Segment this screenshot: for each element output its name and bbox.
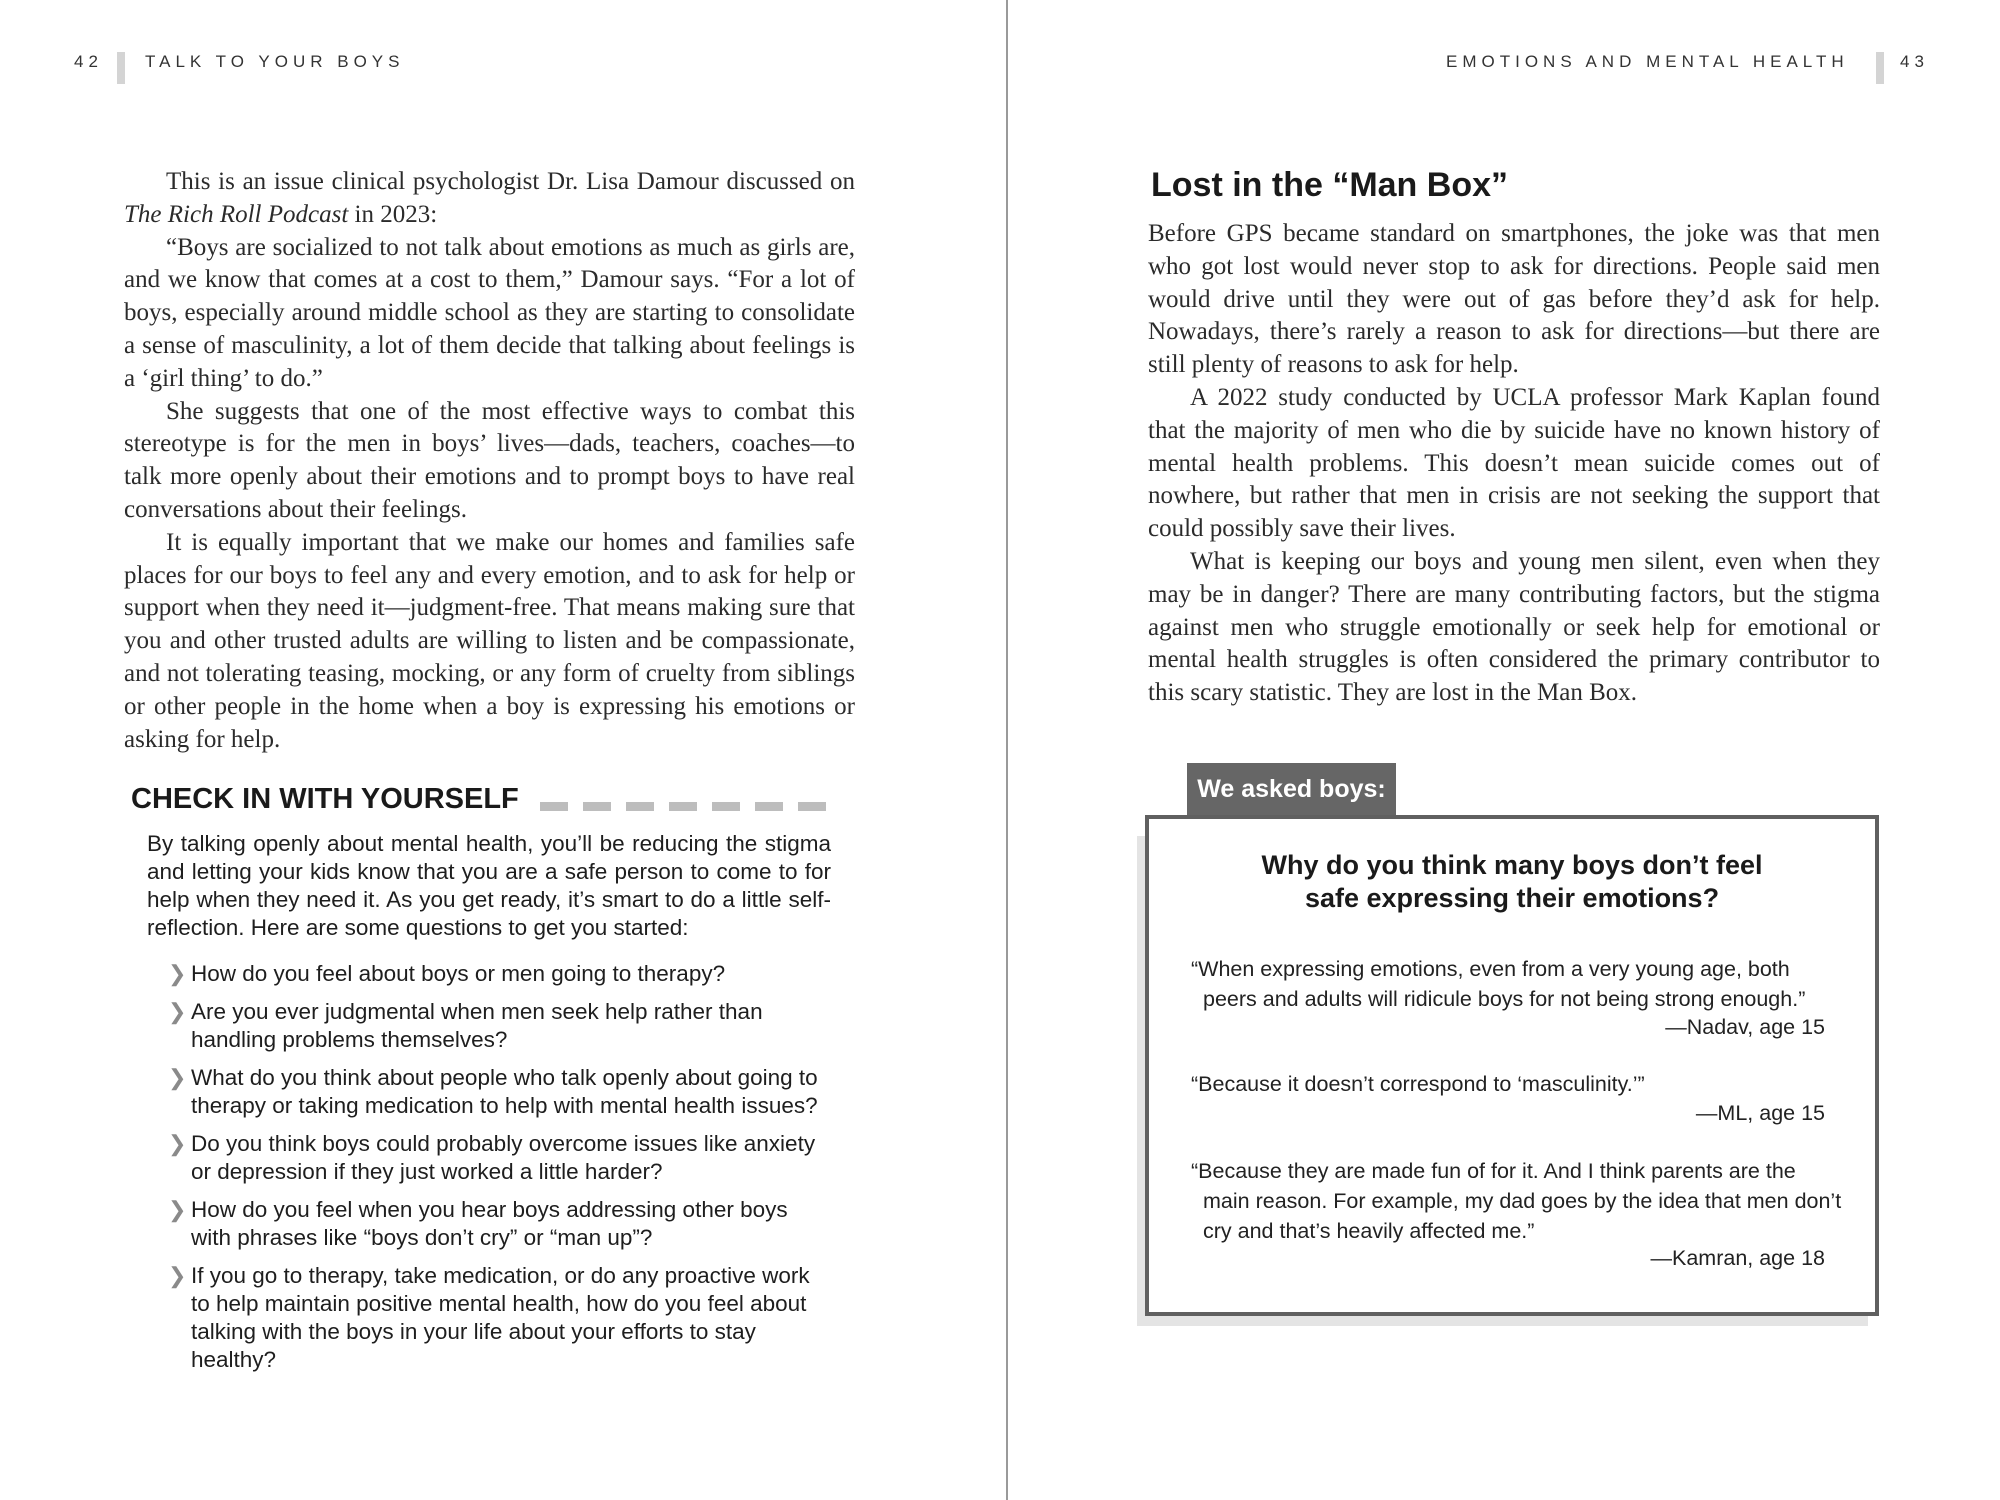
gutter-line [1006, 0, 1008, 1500]
right-running-head: EMOTIONS AND MENTAL HEALTH [1446, 52, 1849, 71]
dash-segment [755, 802, 783, 811]
question-text: How do you feel when you hear boys addressing other boys with phrases like “boys don’t cry” or “man up”? [191, 1197, 788, 1250]
chevron-right-icon: ❯ [168, 1197, 187, 1222]
quote-text: “When expressing emotions, even from a very young age, both peers and adults will ridicule boys for not being strong enough.” [1191, 957, 1806, 1011]
question-text: Do you think boys could probably overcome issues like anxiety or depression if they just worked a little harder? [191, 1131, 816, 1184]
left-folio: 42 [74, 52, 103, 71]
question-text: How do you feel about boys or men going to therapy? [191, 961, 726, 986]
sidebar-heading: CHECK IN WITH YOURSELF [131, 783, 519, 815]
heading-dash-rule [540, 802, 840, 812]
podcast-title: The Rich Roll Podcast [124, 200, 349, 228]
chevron-right-icon: ❯ [168, 1131, 187, 1156]
box-question-line: Why do you think many boys don’t feel [1261, 850, 1763, 880]
dash-segment [669, 802, 697, 811]
chevron-right-icon: ❯ [168, 1065, 187, 1090]
dash-segment [712, 802, 740, 811]
list-item [168, 1262, 828, 1374]
list-item [168, 1064, 828, 1120]
quote-attribution: —Kamran, age 18 [1650, 1246, 1825, 1270]
quote-text: “Because it doesn’t correspond to ‘masculinity.’” [1191, 1072, 1645, 1096]
body-paragraph: What is keeping our boys and young men silent, even when they may be in danger? There are many contributing factors, but the stigma against men who struggle emotionally or seek help for emotional or mental health struggles is often considered the primary contributor to this scary statistic. They are lost in the Man Box. [1148, 547, 1880, 707]
body-paragraph: It is equally important that we make our homes and families safe places for our boys to feel any and every emotion, and to ask for help or support when they need it—judgment-free. That means making sure that you and other trusted adults are willing to listen and be compassionate, and not tolerating teasing, mocking, or any form of cruelty from siblings or other people in the home when a boy is expressing his emotions or asking for help. [124, 528, 855, 753]
question-text: Are you ever judgmental when men seek help rather than handling problems themselves? [191, 999, 763, 1052]
left-running-head-bar [117, 52, 125, 84]
intro-paragraph [124, 166, 855, 232]
question-text: What do you think about people who talk openly about going to therapy or taking medication to help with mental health issues? [191, 1065, 818, 1118]
right-body-text [1148, 218, 1880, 710]
dash-segment [626, 802, 654, 811]
section-title: Lost in the “Man Box” [1151, 166, 1508, 204]
sidebar-intro: By talking openly about mental health, you’ll be reducing the stigma and letting your kids know that you are a safe person to come to for help when they need it. As you get ready, it’s smart to do a little self-reflection. Here are some questions to get you started: [147, 831, 831, 940]
box-question-line: safe expressing their emotions? [1304, 883, 1720, 913]
quote-text: “Because they are made fun of for it. And I think parents are the main reason. For example, my dad goes by the idea that men don’t cry and that’s heavily affected me.” [1191, 1159, 1842, 1243]
body-paragraph: “Boys are socialized to not talk about emotions as much as girls are, and we know that comes at a cost to them,” Damour says. “For a lot of boys, especially around middle school as they are starting to consolidate a sense of masculinity, a lot of them decide that talking about feelings is a ‘girl thing’ to do.” [124, 233, 855, 392]
list-item [168, 1196, 828, 1252]
intro-text: This is an issue clinical psychologist Dr. Lisa Damour discussed on [166, 168, 855, 195]
chevron-right-icon: ❯ [168, 961, 187, 986]
left-body-text [124, 166, 855, 756]
right-running-head-bar [1876, 52, 1884, 84]
body-paragraph: A 2022 study conducted by UCLA professor Mark Kaplan found that the majority of men who die by suicide have no known history of mental health problems. This doesn’t mean suicide comes out of nowhere, but rather that men in crisis are not seeking the support that could possibly save their lives. [1148, 383, 1880, 543]
list-item [168, 1130, 828, 1186]
right-folio: 43 [1900, 52, 1929, 71]
quote-box [1145, 815, 1879, 1316]
quote-attribution: —Nadav, age 15 [1665, 1015, 1825, 1039]
list-item [168, 960, 828, 988]
box-question [1149, 849, 1875, 915]
chevron-right-icon: ❯ [168, 1263, 187, 1288]
body-paragraph: She suggests that one of the most effective ways to combat this stereotype is for the men in boys’ lives—dads, teachers, coaches—to talk more openly about their emotions and to prompt boys to have real conversations about their feelings. [124, 397, 855, 523]
body-paragraph: Before GPS became standard on smartphones, the joke was that men who got lost would never stop to ask for directions. People said men would drive until they were out of gas before they’d ask for help. Nowadays, there’s rarely a reason to ask for directions—but there are still plenty of reasons to ask for help. [1148, 220, 1880, 379]
quote-attribution: —ML, age 15 [1695, 1101, 1825, 1125]
we-asked-boys-tab: We asked boys: [1187, 763, 1396, 815]
chevron-right-icon: ❯ [168, 999, 187, 1024]
list-item [168, 998, 828, 1054]
dash-segment [540, 802, 568, 811]
reflection-question-list [168, 960, 828, 1384]
dash-segment [583, 802, 611, 811]
left-running-head: TALK TO YOUR BOYS [145, 52, 405, 71]
intro-text-end: in 2023: [348, 200, 438, 228]
question-text: If you go to therapy, take medication, or do any proactive work to help maintain positive mental health, how do you feel about talking with the boys in your life about your efforts to stay healthy? [191, 1263, 810, 1372]
dash-segment [798, 802, 826, 811]
